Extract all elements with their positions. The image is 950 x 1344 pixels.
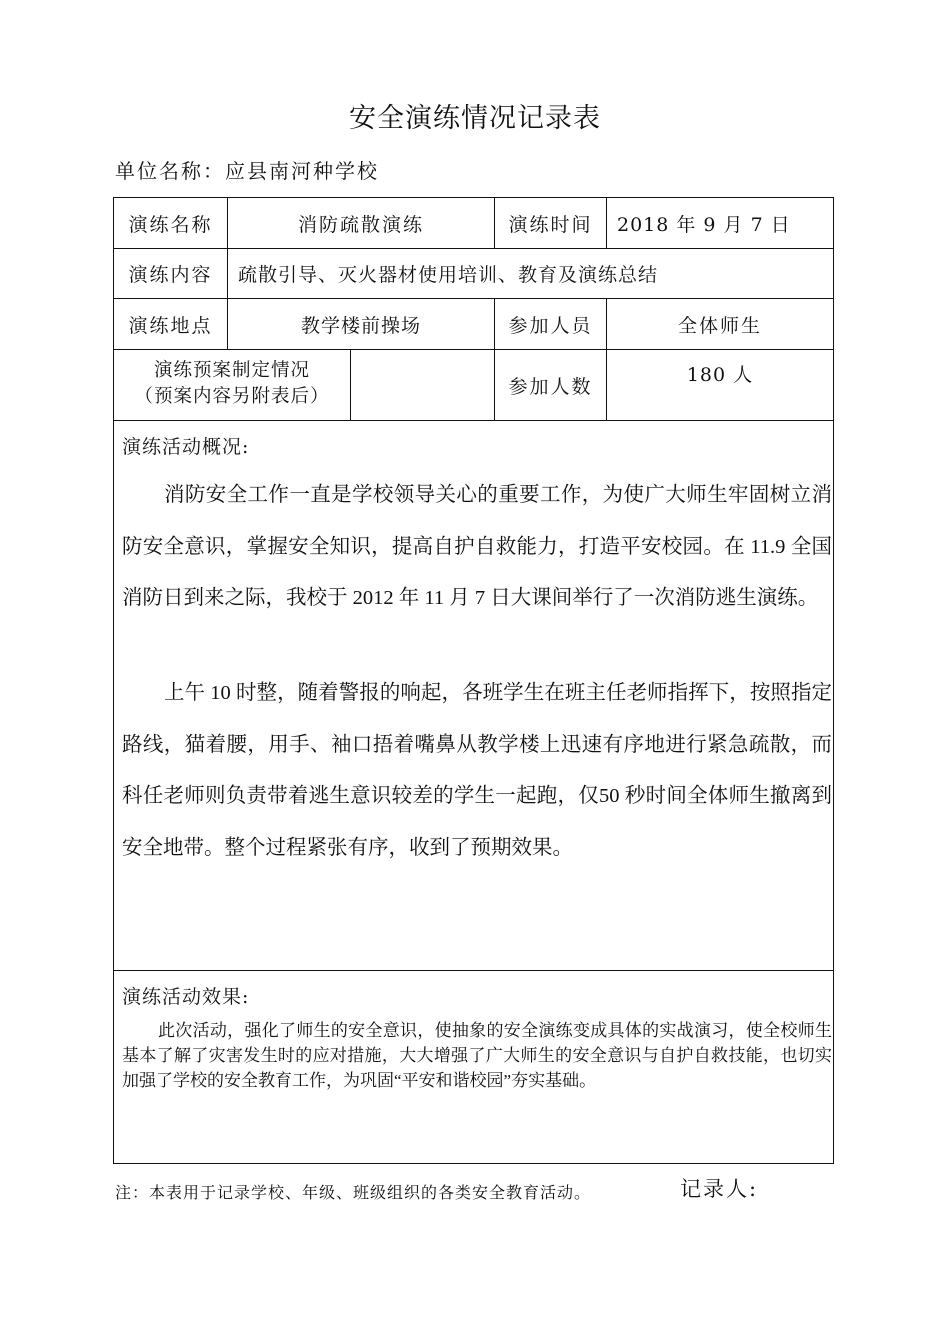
- plan-label-line2: （预案内容另附表后）: [134, 386, 330, 407]
- overview-heading: 演练活动概况:: [122, 436, 250, 458]
- plan-label: [113, 349, 351, 421]
- drill-location-label: 演练地点: [113, 298, 228, 350]
- participant-count-label: 参加人数: [494, 349, 607, 421]
- overview-paragraph-1: 消防安全工作一直是学校领导关心的重要工作，为使广大师生牢固树立消防安全意识，掌握安全知识，提高自护自救能力，打造平安校园。在 11.9 全国消防日到来之际，我校于 2012 年 11 月 7 日大课间举行了一次消防逃生演练。: [122, 484, 832, 609]
- drill-content-value: 疏散引导、灭火器材使用培训、教育及演练总结: [227, 248, 834, 299]
- overview-paragraph-2: 上午 10 时整，随着警报的响起，各班学生在班主任老师指挥下，按照指定路线，猫着腰，用手、袖口捂着嘴鼻从教学楼上迅速有序地进行紧急疏散，而科任老师则负责带着逃生意识较差的学生一起跑，仅50 秒时间全体师生撤离到安全地带。整个过程紧张有序，收到了预期效果。: [122, 682, 832, 859]
- recorder-label: 记录人:: [680, 1177, 759, 1201]
- drill-content-label: 演练内容: [113, 248, 228, 299]
- footnote: 注：本表用于记录学校、年级、班级组织的各类安全教育活动。: [115, 1183, 592, 1202]
- participants-value: 全体师生: [606, 298, 834, 350]
- participant-count-value: 180 人: [606, 349, 834, 421]
- plan-value: [350, 349, 495, 421]
- page-title: 安全演练情况记录表: [349, 103, 601, 134]
- participants-label: 参加人员: [494, 298, 607, 350]
- drill-name-label: 演练名称: [113, 197, 228, 249]
- effect-heading: 演练活动效果:: [122, 986, 250, 1008]
- effect-paragraph: 此次活动，强化了师生的安全意识，使抽象的安全演练变成具体的实战演习，使全校师生基本了解了灾害发生时的应对措施，大大增强了广大师生的安全意识与自护自救技能，也切实加强了学校的安全教育工作，为巩固“平安和谐校园”夯实基础。: [122, 1021, 832, 1090]
- drill-location-value: 教学楼前操场: [227, 298, 495, 350]
- drill-time-label: 演练时间: [494, 197, 607, 249]
- unit-name-line: 单位名称：应县南河种学校: [115, 159, 379, 183]
- drill-time-value: 2018 年 9 月 7 日: [606, 197, 834, 249]
- drill-name-value: 消防疏散演练: [227, 197, 495, 249]
- plan-label-line1: 演练预案制定情况: [153, 360, 310, 381]
